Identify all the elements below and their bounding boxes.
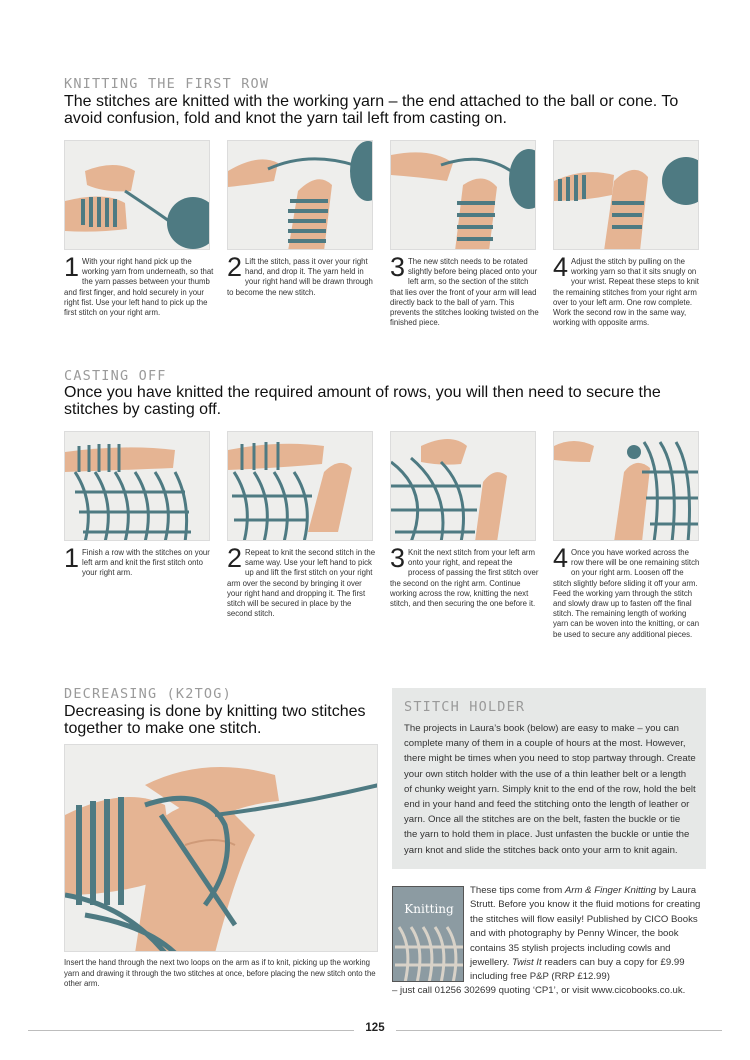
knitting-step-2-photo bbox=[227, 140, 373, 250]
step-number: 2 bbox=[227, 252, 243, 282]
book-cover-image bbox=[392, 886, 464, 982]
step-number: 1 bbox=[64, 543, 80, 573]
footer-rule-left bbox=[28, 1030, 354, 1031]
knitting-step-1-photo bbox=[64, 140, 210, 250]
book-promo-text: These tips come from Arm & Finger Knitting by Laura Strutt. Before you know it the fluid motions for creating the stitches will flow easily! Published by CICO Books and with photography by Penny Wincer, the book contains 35 stylish projects including cowls and jewellery. Twist It readers can buy a copy for £9.99 including free P&P (RRP £12.99) bbox=[470, 885, 701, 983]
step-text: Lift the stitch, pass it over your right hand, and drop it. The yarn held in your right hand will be drawn through to become the new stitch. bbox=[227, 257, 373, 297]
knitting-section-subtitle: The stitches are knitted with the working yarn – the end attached to the ball or cone. To avoid confusion, fold and knot the yarn tail left from casting on. bbox=[64, 93, 679, 127]
decreasing-section-title: DECREASING (K2TOG) bbox=[64, 686, 232, 702]
casting-step-4 bbox=[553, 543, 703, 640]
book-title: Arm & Finger Knitting bbox=[564, 885, 657, 896]
casting-section-subtitle: Once you have knitted the required amount of rows, you will then need to secure the stitches by casting off. bbox=[64, 384, 661, 418]
magazine-name: Twist It bbox=[511, 957, 542, 969]
casting-section-title: CASTING OFF bbox=[64, 368, 167, 384]
page-number: 125 bbox=[365, 1022, 385, 1034]
stitch-holder-title: STITCH HOLDER bbox=[404, 699, 526, 715]
step-text: The new stitch needs to be rotated slightly before being placed onto your left arm, so the section of the stitch that lies over the front of your arm will lead directly back to the ball of yarn. This prevents the stitches looking twisted on the finished piece. bbox=[390, 257, 539, 328]
step-number: 1 bbox=[64, 252, 80, 282]
stitch-holder-panel bbox=[392, 688, 706, 869]
casting-step-2 bbox=[227, 543, 377, 619]
stitch-holder-body: The projects in Laura’s book (below) are easy to make – you can complete many of them in a couple of hours at the most. However, there might be times when you need to stop partway through. Create your own stitch holder with the use of a thin leather belt or a length of chunky weight yarn. Simply knit to the end of the row, hold the belt end in your hand and feed the stitching onto the length of leather or yarn. Once all the stitches are on the belt, fasten the buckle or tie the yarn to hold them in place. Just unfasten the buckle or untie the yarn knot and slide the stitches back onto your arm to knit again. bbox=[404, 723, 696, 856]
knitting-section-title: KNITTING THE FIRST ROW bbox=[64, 76, 270, 92]
step-number: 2 bbox=[227, 543, 243, 573]
step-number: 4 bbox=[553, 252, 569, 282]
step-text: Once you have worked across the row there will be one remaining stitch on your right arm. Loosen off the stitch slightly before sliding it off your arm. Feed the working yarn through the stitch and slowly draw up to fasten off the final stitch. The remaining length of working yarn can be woven into the knitting, or can be used to secure any additional pieces. bbox=[553, 548, 700, 639]
book-cover-title: Knitting bbox=[404, 902, 454, 916]
casting-step-1-photo bbox=[64, 431, 210, 541]
step-text: Repeat to knit the second stitch in the same way. Use your left hand to pick up and lift the first stitch on your right arm over the second by bringing it over your right hand and dropping it. The first stitch will be secured in place by the second stitch. bbox=[227, 548, 376, 619]
step-text: Adjust the stitch by pulling on the working yarn so that it sits snugly on your wrist. Repeat these steps to knit the remaining stitches from your right arm over to your left arm. One row complete. Work the second row in the same way, working with opposite arms. bbox=[553, 257, 699, 328]
casting-step-4-photo bbox=[553, 431, 699, 541]
casting-step-3-photo bbox=[390, 431, 536, 541]
knitting-step-2 bbox=[227, 252, 377, 298]
casting-step-1 bbox=[64, 543, 214, 579]
knitting-step-3-photo bbox=[390, 140, 536, 250]
knitting-step-4-photo bbox=[553, 140, 699, 250]
casting-step-2-photo bbox=[227, 431, 373, 541]
decreasing-photo bbox=[64, 744, 378, 952]
footer-rule-right bbox=[396, 1030, 722, 1031]
knitting-step-4 bbox=[553, 252, 703, 328]
knitting-step-3 bbox=[390, 252, 540, 328]
decreasing-caption: Insert the hand through the next two loops on the arm as if to knit, picking up the working yarn and drawing it through the two stitches at once, before placing the new stitch onto the other arm. bbox=[64, 958, 376, 988]
step-text: With your right hand pick up the working yarn from underneath, so that the yarn passes between your thumb and first finger, and hold securely in your right fist. Use your left hand to pick up the first stitch on your right arm. bbox=[64, 257, 214, 318]
step-number: 3 bbox=[390, 543, 406, 573]
casting-step-3 bbox=[390, 543, 540, 609]
step-number: 3 bbox=[390, 252, 406, 282]
step-number: 4 bbox=[553, 543, 569, 573]
step-text: Knit the next stitch from your left arm onto your right, and repeat the process of passing the first stitch over the second on the right arm. Continue working across the row, knitting the next stitch, and then securing the one before it. bbox=[390, 548, 539, 609]
decreasing-section-subtitle: Decreasing is done by knitting two stitches together to make one stitch. bbox=[64, 703, 366, 737]
knitting-step-1 bbox=[64, 252, 214, 318]
book-promo-contact: – just call 01256 302699 quoting ‘CP1’, or visit www.cicobooks.co.uk. bbox=[392, 985, 686, 996]
step-text: Finish a row with the stitches on your left arm and knit the first stitch onto your right arm. bbox=[82, 548, 210, 578]
